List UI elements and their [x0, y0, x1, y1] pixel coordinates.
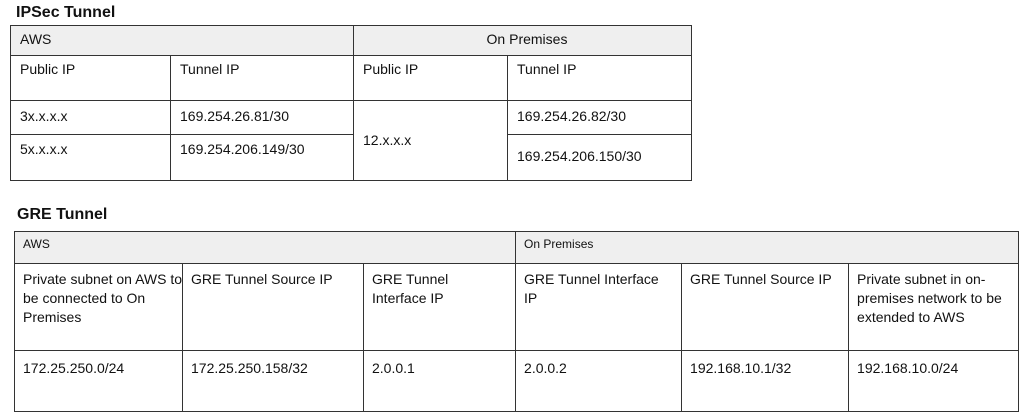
gre-col-onprem-interface-ip: GRE Tunnel Interface IP — [516, 264, 682, 351]
ipsec-col-onprem-tunnel-ip: Tunnel IP — [508, 56, 692, 101]
ipsec-onprem-public-ip: 12.x.x.x — [354, 101, 508, 181]
gre-onprem-source-ip: 192.168.10.1/32 — [682, 351, 849, 412]
table-row — [11, 101, 692, 135]
ipsec-tunnel-title: IPSec Tunnel — [16, 4, 116, 21]
ipsec-col-aws-public-ip: Public IP — [11, 56, 171, 101]
gre-table — [14, 231, 1019, 412]
gre-col-onprem-source-ip: GRE Tunnel Source IP — [682, 264, 849, 351]
table-row — [11, 135, 692, 181]
gre-group-header-row — [15, 232, 1019, 264]
gre-col-aws-private-subnet: Private subnet on AWS to be connected to On Premises — [15, 264, 183, 351]
gre-onprem-interface-ip: 2.0.0.2 — [516, 351, 682, 412]
gre-col-onprem-private-subnet: Private subnet in on-premises network to be extended to AWS — [849, 264, 1019, 351]
gre-aws-source-ip: 172.25.250.158/32 — [183, 351, 364, 412]
gre-tunnel-title: GRE Tunnel — [17, 206, 108, 223]
gre-onprem-private-subnet: 192.168.10.0/24 — [849, 351, 1019, 412]
ipsec-aws-tunnel-ip-1: 169.254.26.81/30 — [171, 101, 354, 135]
ipsec-col-aws-tunnel-ip: Tunnel IP — [171, 56, 354, 101]
ipsec-onprem-tunnel-ip-1: 169.254.26.82/30 — [508, 101, 692, 135]
ipsec-aws-header: AWS — [11, 26, 354, 56]
table-row — [15, 351, 1019, 412]
gre-aws-interface-ip: 2.0.0.1 — [364, 351, 516, 412]
ipsec-onprem-tunnel-ip-2: 169.254.206.150/30 — [508, 135, 692, 181]
gre-onprem-header: On Premises — [516, 232, 1019, 264]
gre-column-header-row — [15, 264, 1019, 351]
ipsec-aws-tunnel-ip-2: 169.254.206.149/30 — [171, 135, 354, 181]
ipsec-aws-public-ip-2: 5x.x.x.x — [11, 135, 171, 181]
ipsec-onprem-header: On Premises — [354, 26, 692, 56]
ipsec-table — [10, 25, 692, 181]
gre-aws-header: AWS — [15, 232, 516, 264]
ipsec-col-onprem-public-ip: Public IP — [354, 56, 508, 101]
ipsec-group-header-row — [11, 26, 692, 56]
gre-col-aws-source-ip: GRE Tunnel Source IP — [183, 264, 364, 351]
gre-col-aws-interface-ip: GRE Tunnel Interface IP — [364, 264, 516, 351]
gre-aws-private-subnet: 172.25.250.0/24 — [15, 351, 183, 412]
ipsec-aws-public-ip-1: 3x.x.x.x — [11, 101, 171, 135]
ipsec-column-header-row — [11, 56, 692, 101]
